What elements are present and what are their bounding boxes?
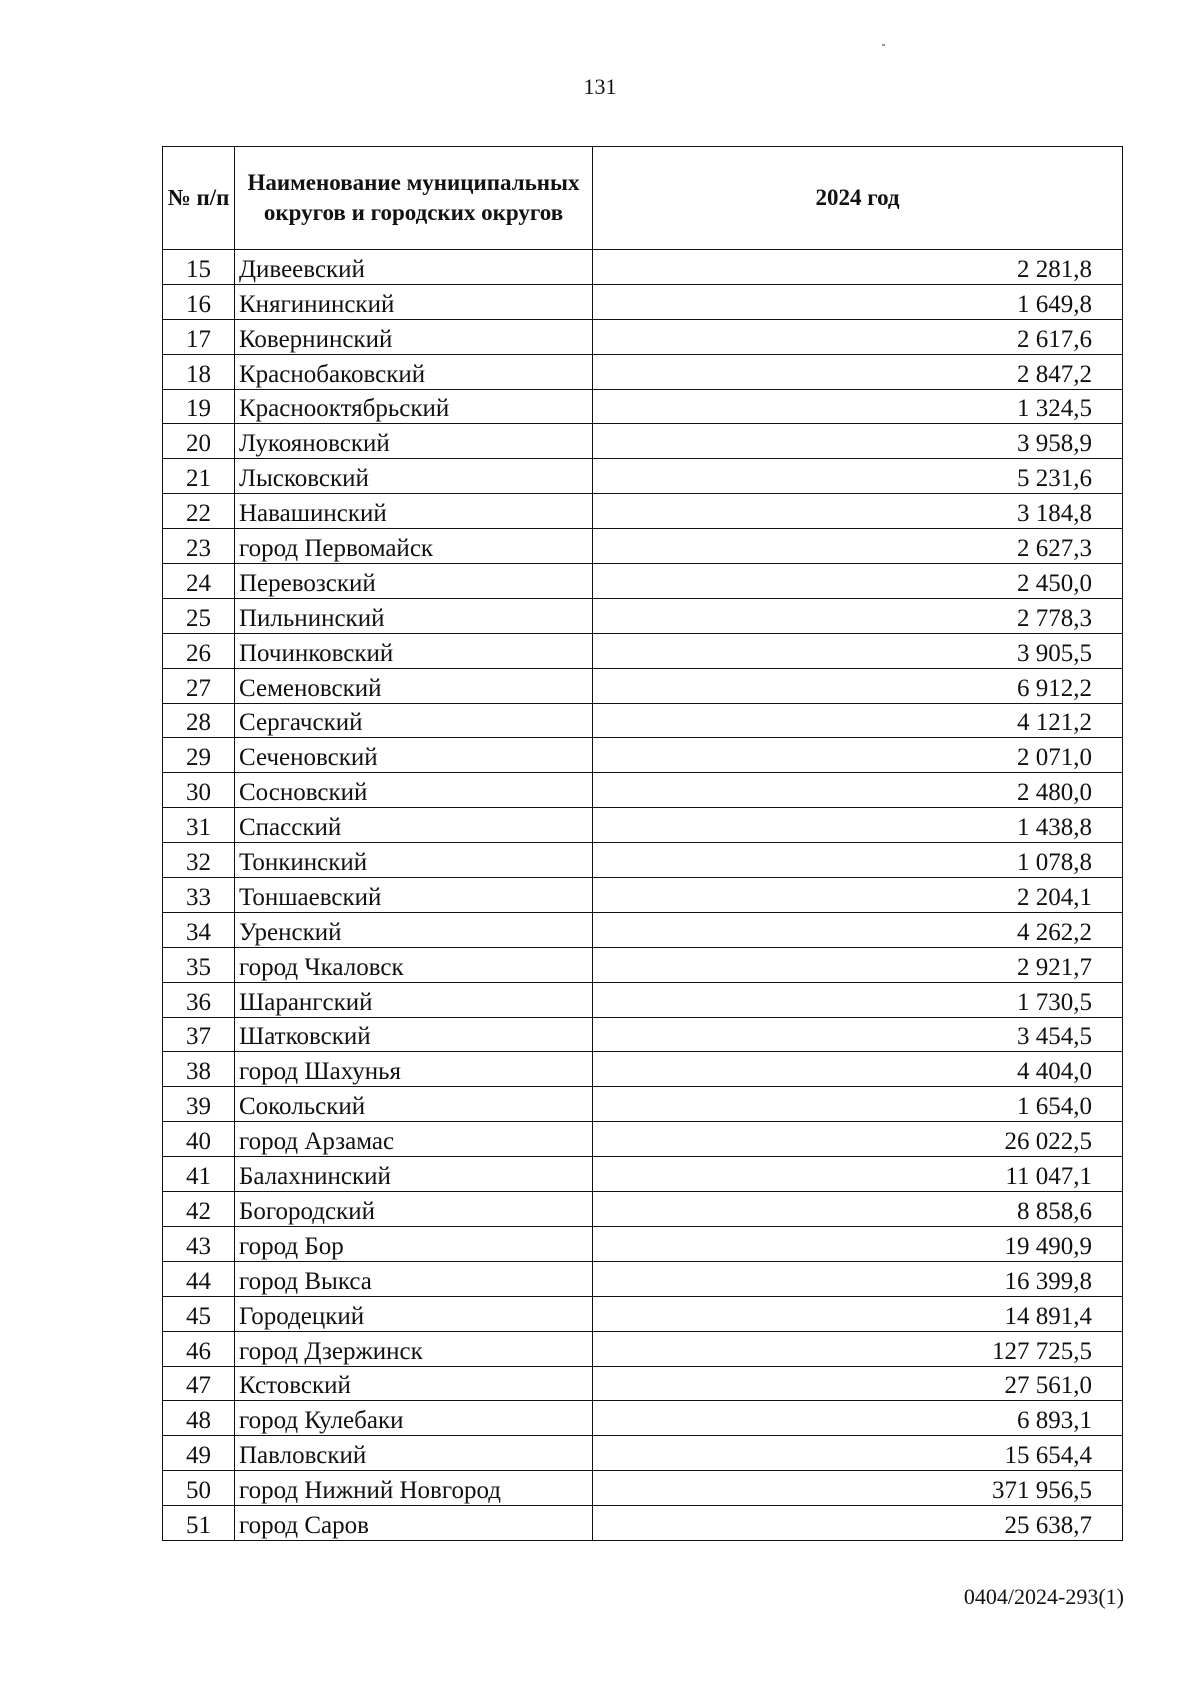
row-name-cell: город Бор bbox=[235, 1226, 593, 1261]
row-number-cell: 26 bbox=[163, 633, 235, 668]
row-name-cell: Сокольский bbox=[235, 1087, 593, 1122]
row-name-cell: Дивеевский bbox=[235, 250, 593, 285]
page-number: 131 bbox=[583, 74, 617, 99]
row-name-cell: Сосновский bbox=[235, 773, 593, 808]
table-row bbox=[163, 1366, 1123, 1401]
row-number-cell: 20 bbox=[163, 424, 235, 459]
row-value-cell: 2 921,7 bbox=[593, 947, 1123, 982]
row-name-cell: Краснооктябрьский bbox=[235, 389, 593, 424]
row-number-cell: 31 bbox=[163, 808, 235, 843]
row-name-cell: Лукояновский bbox=[235, 424, 593, 459]
row-name-cell: Семеновский bbox=[235, 668, 593, 703]
row-name-cell: город Шахунья bbox=[235, 1052, 593, 1087]
row-name-cell: Починковский bbox=[235, 633, 593, 668]
row-name-cell: Уренский bbox=[235, 912, 593, 947]
table-row bbox=[163, 284, 1123, 319]
row-number-cell: 38 bbox=[163, 1052, 235, 1087]
row-value-cell: 2 847,2 bbox=[593, 354, 1123, 389]
row-value-cell: 3 454,5 bbox=[593, 1017, 1123, 1052]
row-number-cell: 33 bbox=[163, 878, 235, 913]
row-number-cell: 46 bbox=[163, 1331, 235, 1366]
table-row bbox=[163, 1192, 1123, 1227]
row-number-cell: 16 bbox=[163, 284, 235, 319]
table-row bbox=[163, 319, 1123, 354]
table-row bbox=[163, 250, 1123, 285]
table-row bbox=[163, 1087, 1123, 1122]
table-row bbox=[163, 982, 1123, 1017]
table-row bbox=[163, 494, 1123, 529]
table-row bbox=[163, 424, 1123, 459]
table-row bbox=[163, 1401, 1123, 1436]
row-value-cell: 1 654,0 bbox=[593, 1087, 1123, 1122]
table-row bbox=[163, 459, 1123, 494]
table-row bbox=[163, 912, 1123, 947]
row-number-cell: 22 bbox=[163, 494, 235, 529]
row-number-cell: 15 bbox=[163, 250, 235, 285]
header-value-label: 2024 год bbox=[815, 185, 900, 210]
row-name-cell: Сеченовский bbox=[235, 738, 593, 773]
table-row bbox=[163, 1506, 1123, 1541]
table-row bbox=[163, 1226, 1123, 1261]
row-number-cell: 18 bbox=[163, 354, 235, 389]
row-value-cell: 6 912,2 bbox=[593, 668, 1123, 703]
row-value-cell: 2 480,0 bbox=[593, 773, 1123, 808]
table-row bbox=[163, 1436, 1123, 1471]
row-name-cell: город Арзамас bbox=[235, 1122, 593, 1157]
table-row bbox=[163, 1331, 1123, 1366]
row-value-cell: 1 078,8 bbox=[593, 843, 1123, 878]
row-name-cell: Городецкий bbox=[235, 1296, 593, 1331]
row-number-cell: 23 bbox=[163, 529, 235, 564]
allocation-table bbox=[162, 146, 1123, 1541]
row-number-cell: 35 bbox=[163, 947, 235, 982]
row-name-cell: город Первомайск bbox=[235, 529, 593, 564]
row-value-cell: 15 654,4 bbox=[593, 1436, 1123, 1471]
row-value-cell: 3 905,5 bbox=[593, 633, 1123, 668]
row-number-cell: 21 bbox=[163, 459, 235, 494]
row-number-cell: 30 bbox=[163, 773, 235, 808]
header-number-label: № п/п bbox=[167, 185, 230, 210]
row-number-cell: 48 bbox=[163, 1401, 235, 1436]
table-row bbox=[163, 633, 1123, 668]
row-name-cell: город Чкаловск bbox=[235, 947, 593, 982]
row-value-cell: 27 561,0 bbox=[593, 1366, 1123, 1401]
table-row bbox=[163, 773, 1123, 808]
row-number-cell: 39 bbox=[163, 1087, 235, 1122]
row-number-cell: 17 bbox=[163, 319, 235, 354]
table-row bbox=[163, 529, 1123, 564]
row-number-cell: 42 bbox=[163, 1192, 235, 1227]
row-number-cell: 25 bbox=[163, 598, 235, 633]
row-value-cell: 19 490,9 bbox=[593, 1226, 1123, 1261]
row-name-cell: Кстовский bbox=[235, 1366, 593, 1401]
row-value-cell: 16 399,8 bbox=[593, 1261, 1123, 1296]
table-row bbox=[163, 808, 1123, 843]
table-row bbox=[163, 947, 1123, 982]
row-number-cell: 49 bbox=[163, 1436, 235, 1471]
row-value-cell: 2 071,0 bbox=[593, 738, 1123, 773]
row-name-cell: Навашинский bbox=[235, 494, 593, 529]
row-value-cell: 5 231,6 bbox=[593, 459, 1123, 494]
header-value bbox=[593, 147, 1123, 250]
row-number-cell: 47 bbox=[163, 1366, 235, 1401]
row-value-cell: 14 891,4 bbox=[593, 1296, 1123, 1331]
row-name-cell: Сергачский bbox=[235, 703, 593, 738]
row-number-cell: 50 bbox=[163, 1471, 235, 1506]
row-number-cell: 44 bbox=[163, 1261, 235, 1296]
row-value-cell: 3 184,8 bbox=[593, 494, 1123, 529]
row-value-cell: 4 404,0 bbox=[593, 1052, 1123, 1087]
scan-speck bbox=[882, 44, 885, 46]
row-value-cell: 3 958,9 bbox=[593, 424, 1123, 459]
row-name-cell: Перевозский bbox=[235, 564, 593, 599]
row-number-cell: 43 bbox=[163, 1226, 235, 1261]
row-value-cell: 11 047,1 bbox=[593, 1157, 1123, 1192]
row-number-cell: 40 bbox=[163, 1122, 235, 1157]
row-number-cell: 29 bbox=[163, 738, 235, 773]
row-name-cell: Шатковский bbox=[235, 1017, 593, 1052]
row-number-cell: 24 bbox=[163, 564, 235, 599]
row-value-cell: 26 022,5 bbox=[593, 1122, 1123, 1157]
row-number-cell: 51 bbox=[163, 1506, 235, 1541]
table-row bbox=[163, 1261, 1123, 1296]
row-number-cell: 41 bbox=[163, 1157, 235, 1192]
table-row bbox=[163, 843, 1123, 878]
row-number-cell: 32 bbox=[163, 843, 235, 878]
row-value-cell: 1 649,8 bbox=[593, 284, 1123, 319]
row-value-cell: 1 438,8 bbox=[593, 808, 1123, 843]
table-row bbox=[163, 598, 1123, 633]
row-value-cell: 1 324,5 bbox=[593, 389, 1123, 424]
row-name-cell: Краснобаковский bbox=[235, 354, 593, 389]
row-number-cell: 34 bbox=[163, 912, 235, 947]
row-name-cell: Балахнинский bbox=[235, 1157, 593, 1192]
table-row bbox=[163, 1296, 1123, 1331]
row-number-cell: 45 bbox=[163, 1296, 235, 1331]
row-name-cell: Ковернинский bbox=[235, 319, 593, 354]
row-number-cell: 27 bbox=[163, 668, 235, 703]
table-row bbox=[163, 354, 1123, 389]
table-row bbox=[163, 1471, 1123, 1506]
table-row bbox=[163, 564, 1123, 599]
table-row bbox=[163, 389, 1123, 424]
table-row bbox=[163, 878, 1123, 913]
row-value-cell: 4 121,2 bbox=[593, 703, 1123, 738]
row-name-cell: Лысковский bbox=[235, 459, 593, 494]
document-code: 0404/2024-293(1) bbox=[963, 1584, 1124, 1609]
row-value-cell: 127 725,5 bbox=[593, 1331, 1123, 1366]
row-name-cell: город Выкса bbox=[235, 1261, 593, 1296]
row-value-cell: 25 638,7 bbox=[593, 1506, 1123, 1541]
row-value-cell: 371 956,5 bbox=[593, 1471, 1123, 1506]
row-name-cell: Княгининский bbox=[235, 284, 593, 319]
row-name-cell: Шарангский bbox=[235, 982, 593, 1017]
row-name-cell: город Саров bbox=[235, 1506, 593, 1541]
row-name-cell: Тоншаевский bbox=[235, 878, 593, 913]
table-body bbox=[163, 250, 1123, 1541]
row-name-cell: город Кулебаки bbox=[235, 1401, 593, 1436]
row-value-cell: 2 450,0 bbox=[593, 564, 1123, 599]
row-number-cell: 28 bbox=[163, 703, 235, 738]
table-row bbox=[163, 738, 1123, 773]
table-row bbox=[163, 1017, 1123, 1052]
table-row bbox=[163, 703, 1123, 738]
row-value-cell: 2 778,3 bbox=[593, 598, 1123, 633]
table-row bbox=[163, 1052, 1123, 1087]
table-row bbox=[163, 1157, 1123, 1192]
row-number-cell: 36 bbox=[163, 982, 235, 1017]
row-value-cell: 4 262,2 bbox=[593, 912, 1123, 947]
table-header-row bbox=[163, 147, 1123, 250]
header-name bbox=[235, 147, 593, 250]
table-row bbox=[163, 668, 1123, 703]
row-value-cell: 2 281,8 bbox=[593, 250, 1123, 285]
row-value-cell: 2 204,1 bbox=[593, 878, 1123, 913]
row-name-cell: город Дзержинск bbox=[235, 1331, 593, 1366]
row-number-cell: 37 bbox=[163, 1017, 235, 1052]
row-value-cell: 1 730,5 bbox=[593, 982, 1123, 1017]
row-value-cell: 2 627,3 bbox=[593, 529, 1123, 564]
header-number bbox=[163, 147, 235, 250]
table-row bbox=[163, 1122, 1123, 1157]
row-name-cell: Спасский bbox=[235, 808, 593, 843]
row-name-cell: город Нижний Новгород bbox=[235, 1471, 593, 1506]
row-value-cell: 2 617,6 bbox=[593, 319, 1123, 354]
row-value-cell: 8 858,6 bbox=[593, 1192, 1123, 1227]
row-name-cell: Тонкинский bbox=[235, 843, 593, 878]
row-name-cell: Павловский bbox=[235, 1436, 593, 1471]
row-name-cell: Богородский bbox=[235, 1192, 593, 1227]
row-number-cell: 19 bbox=[163, 389, 235, 424]
row-value-cell: 6 893,1 bbox=[593, 1401, 1123, 1436]
row-name-cell: Пильнинский bbox=[235, 598, 593, 633]
header-name-label: Наименование муниципальных округов и городских округов bbox=[247, 170, 580, 225]
